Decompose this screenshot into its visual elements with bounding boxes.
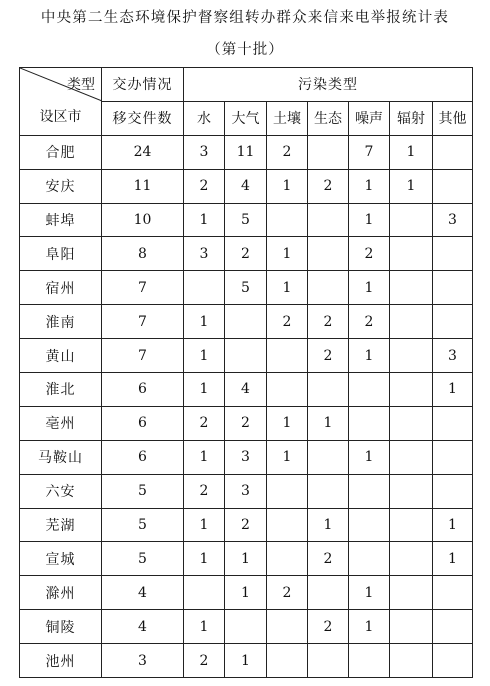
value-cell: [390, 474, 433, 508]
value-cell: 1: [433, 542, 473, 576]
value-cell: 7: [349, 135, 390, 169]
value-cell: [308, 576, 349, 610]
table-row: [20, 508, 473, 542]
value-cell: 2: [184, 406, 225, 440]
value-cell: [308, 373, 349, 407]
value-cell: [308, 237, 349, 271]
table-row: [20, 373, 473, 407]
value-cell: 1: [349, 203, 390, 237]
value-cell: 5: [225, 271, 267, 305]
value-cell: 2: [267, 135, 308, 169]
count-cell: 10: [102, 203, 184, 237]
value-cell: 3: [225, 440, 267, 474]
city-cell: 六安: [20, 474, 102, 508]
value-cell: 3: [225, 474, 267, 508]
table-row: [20, 169, 473, 203]
diagonal-header-cell: [20, 68, 102, 136]
table-row: [20, 542, 473, 576]
value-cell: 1: [184, 508, 225, 542]
value-cell: [390, 542, 433, 576]
header-row-1: [20, 68, 473, 102]
value-cell: 2: [184, 169, 225, 203]
table-row: [20, 135, 473, 169]
city-cell: 淮北: [20, 373, 102, 407]
value-cell: 1: [225, 576, 267, 610]
count-cell: 5: [102, 474, 184, 508]
city-cell: 滁州: [20, 576, 102, 610]
value-cell: 1: [267, 406, 308, 440]
value-cell: 2: [184, 644, 225, 678]
pollution-type-header: 噪声: [349, 101, 390, 135]
table-row: [20, 203, 473, 237]
value-cell: 1: [267, 169, 308, 203]
value-cell: 1: [267, 271, 308, 305]
pollution-type-header: 辐射: [390, 101, 433, 135]
type-label: 类型: [67, 77, 95, 94]
value-cell: 1: [184, 610, 225, 644]
value-cell: [349, 542, 390, 576]
city-cell: 阜阳: [20, 237, 102, 271]
value-cell: 1: [267, 237, 308, 271]
value-cell: [184, 271, 225, 305]
value-cell: [433, 474, 473, 508]
count-cell: 6: [102, 373, 184, 407]
value-cell: [433, 135, 473, 169]
pollution-type-header: 其他: [433, 101, 473, 135]
value-cell: 4: [225, 169, 267, 203]
pollution-type-header: 大气: [225, 101, 267, 135]
value-cell: 2: [184, 474, 225, 508]
value-cell: [267, 339, 308, 373]
value-cell: 1: [184, 373, 225, 407]
value-cell: [225, 610, 267, 644]
value-cell: 2: [349, 237, 390, 271]
city-cell: 芜湖: [20, 508, 102, 542]
city-cell: 马鞍山: [20, 440, 102, 474]
value-cell: 5: [225, 203, 267, 237]
value-cell: 1: [225, 644, 267, 678]
value-cell: [308, 271, 349, 305]
value-cell: 2: [308, 305, 349, 339]
count-cell: 5: [102, 542, 184, 576]
city-cell: 黄山: [20, 339, 102, 373]
value-cell: 2: [225, 508, 267, 542]
table-row: [20, 305, 473, 339]
value-cell: [267, 508, 308, 542]
count-cell: 7: [102, 271, 184, 305]
value-cell: [308, 203, 349, 237]
value-cell: 2: [267, 576, 308, 610]
value-cell: [225, 339, 267, 373]
value-cell: 1: [349, 339, 390, 373]
value-cell: [390, 644, 433, 678]
city-cell: 安庆: [20, 169, 102, 203]
value-cell: 1: [349, 169, 390, 203]
value-cell: [433, 237, 473, 271]
table-row: [20, 610, 473, 644]
value-cell: [349, 474, 390, 508]
value-cell: 3: [433, 203, 473, 237]
city-cell: 亳州: [20, 406, 102, 440]
value-cell: 2: [349, 305, 390, 339]
value-cell: [390, 406, 433, 440]
city-cell: 池州: [20, 644, 102, 678]
value-cell: 11: [225, 135, 267, 169]
pollution-type-header: 水: [184, 101, 225, 135]
count-cell: 4: [102, 610, 184, 644]
value-cell: [267, 644, 308, 678]
value-cell: 2: [225, 237, 267, 271]
value-cell: [267, 474, 308, 508]
page-title: 中央第二生态环境保护督察组转办群众来信来电举报统计表: [40, 10, 450, 26]
value-cell: [349, 373, 390, 407]
value-cell: 1: [349, 610, 390, 644]
value-cell: 1: [433, 508, 473, 542]
value-cell: [390, 440, 433, 474]
value-cell: 2: [225, 406, 267, 440]
city-cell: 淮南: [20, 305, 102, 339]
value-cell: [433, 440, 473, 474]
value-cell: [390, 508, 433, 542]
value-cell: 1: [308, 508, 349, 542]
value-cell: [349, 406, 390, 440]
value-cell: [390, 610, 433, 644]
count-cell: 5: [102, 508, 184, 542]
count-header: 移交件数: [102, 101, 184, 135]
count-cell: 7: [102, 305, 184, 339]
value-cell: [267, 610, 308, 644]
value-cell: 4: [225, 373, 267, 407]
value-cell: 1: [267, 440, 308, 474]
value-cell: [390, 339, 433, 373]
table-row: [20, 271, 473, 305]
value-cell: [433, 305, 473, 339]
value-cell: 1: [184, 542, 225, 576]
table-row: [20, 576, 473, 610]
value-cell: [308, 474, 349, 508]
value-cell: 3: [184, 237, 225, 271]
value-cell: 2: [308, 169, 349, 203]
assigned-header: 交办情况: [102, 68, 184, 102]
value-cell: [267, 373, 308, 407]
value-cell: 2: [267, 305, 308, 339]
value-cell: [433, 610, 473, 644]
value-cell: [308, 644, 349, 678]
value-cell: 1: [184, 203, 225, 237]
table-row: [20, 440, 473, 474]
value-cell: 1: [390, 169, 433, 203]
value-cell: [184, 576, 225, 610]
value-cell: 2: [308, 610, 349, 644]
city-cell: 蚌埠: [20, 203, 102, 237]
value-cell: [390, 576, 433, 610]
count-cell: 6: [102, 440, 184, 474]
table-row: [20, 406, 473, 440]
city-cell: 宣城: [20, 542, 102, 576]
value-cell: [390, 305, 433, 339]
value-cell: [267, 542, 308, 576]
value-cell: [433, 576, 473, 610]
pollution-type-header: 土壤: [267, 101, 308, 135]
value-cell: [433, 169, 473, 203]
city-cell: 宿州: [20, 271, 102, 305]
value-cell: [349, 508, 390, 542]
value-cell: 1: [349, 576, 390, 610]
count-cell: 6: [102, 406, 184, 440]
value-cell: 1: [390, 135, 433, 169]
value-cell: [390, 271, 433, 305]
value-cell: 2: [308, 339, 349, 373]
value-cell: 1: [184, 339, 225, 373]
value-cell: 1: [349, 271, 390, 305]
value-cell: 3: [184, 135, 225, 169]
table-row: [20, 237, 473, 271]
value-cell: [390, 237, 433, 271]
count-cell: 7: [102, 339, 184, 373]
value-cell: [349, 644, 390, 678]
value-cell: 1: [225, 542, 267, 576]
district-label: 设区市: [39, 109, 82, 126]
pollution-header: 污染类型: [184, 68, 473, 102]
value-cell: [433, 271, 473, 305]
value-cell: 1: [308, 406, 349, 440]
value-cell: [390, 373, 433, 407]
value-cell: 1: [349, 440, 390, 474]
pollution-type-header: 生态: [308, 101, 349, 135]
value-cell: 1: [433, 373, 473, 407]
city-cell: 铜陵: [20, 610, 102, 644]
count-cell: 24: [102, 135, 184, 169]
value-cell: 2: [308, 542, 349, 576]
value-cell: [267, 203, 308, 237]
table-row: [20, 644, 473, 678]
value-cell: [433, 406, 473, 440]
value-cell: [308, 135, 349, 169]
value-cell: 1: [184, 440, 225, 474]
count-cell: 4: [102, 576, 184, 610]
value-cell: [390, 203, 433, 237]
value-cell: [225, 305, 267, 339]
statistics-table: [19, 67, 473, 678]
value-cell: [308, 440, 349, 474]
value-cell: 3: [433, 339, 473, 373]
table-row: [20, 474, 473, 508]
count-cell: 3: [102, 644, 184, 678]
city-cell: 合肥: [20, 135, 102, 169]
value-cell: 1: [184, 305, 225, 339]
count-cell: 11: [102, 169, 184, 203]
value-cell: [433, 644, 473, 678]
count-cell: 8: [102, 237, 184, 271]
table-row: [20, 339, 473, 373]
page-subtitle: （第十批）: [206, 42, 284, 58]
